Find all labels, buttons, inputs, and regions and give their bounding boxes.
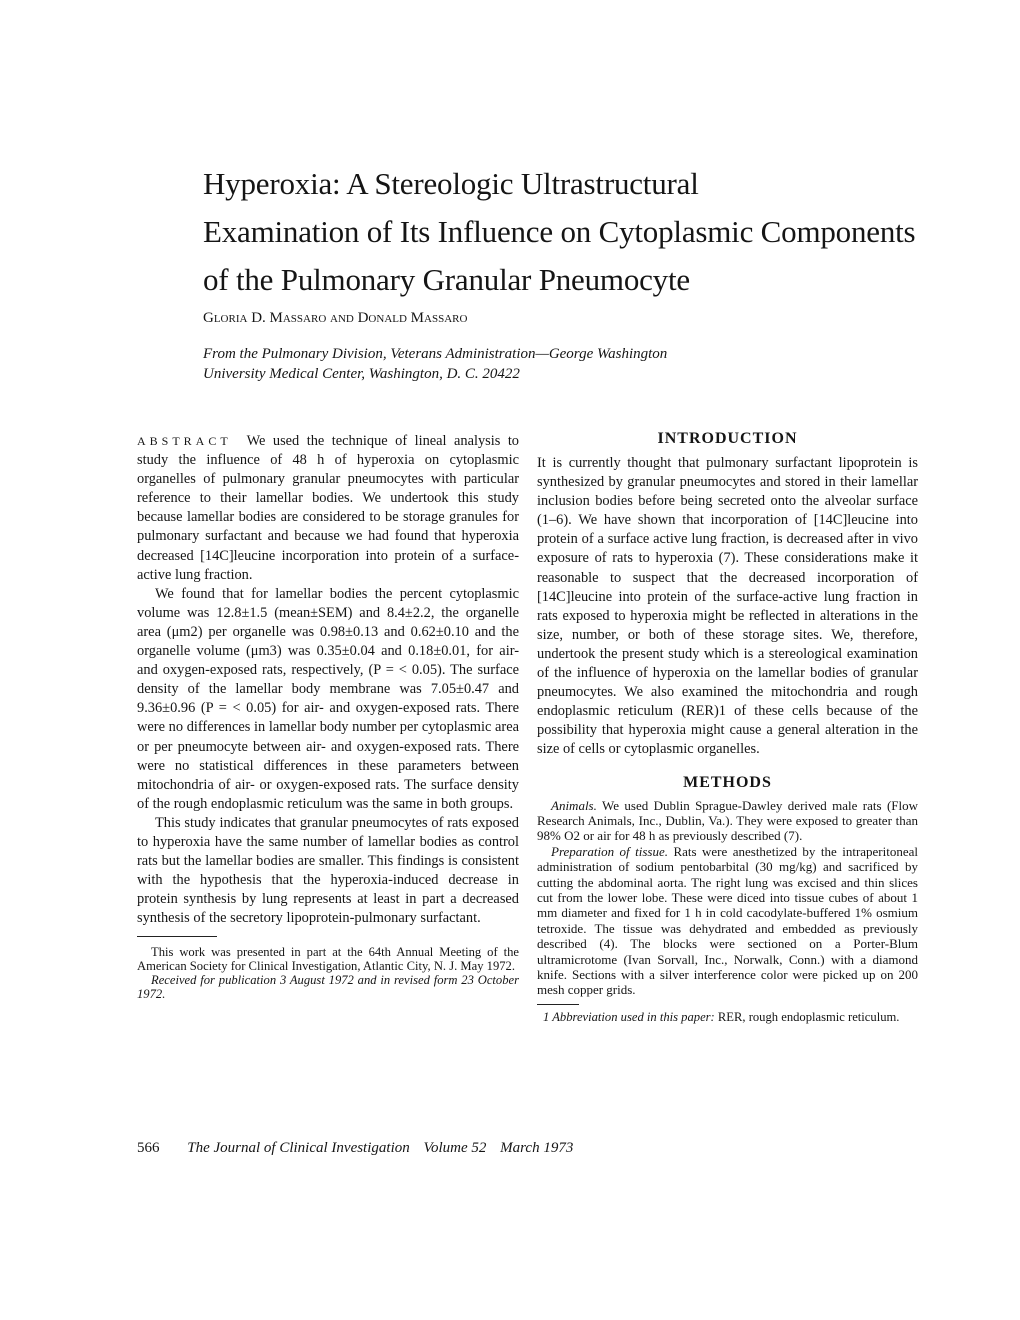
- title-line: Hyperoxia: A Stereologic Ultrastructural: [203, 166, 699, 201]
- methods-heading: METHODS: [683, 773, 772, 791]
- left-column: [137, 432, 519, 1001]
- page-number: 566: [137, 1140, 160, 1156]
- journal-date: March 1973: [500, 1140, 574, 1156]
- running-footer: [137, 1140, 573, 1157]
- title-line: of the Pulmonary Granular Pneumocyte: [203, 262, 690, 297]
- journal-name: The Journal of Clinical Investigation: [187, 1140, 410, 1156]
- methods-section: [537, 798, 918, 998]
- footnote-abbreviation: [537, 1010, 918, 1024]
- author-list: Gloria D. Massaro and Donald Massaro: [203, 310, 468, 326]
- footnote-presented: This work was presented in part at the 64th Annual Meeting of the American Society for Clinical Investigation, Atlantic City, N. J. May 1972.: [137, 945, 519, 974]
- methods-preparation-text: Rats were anesthetized by the intraperitoneal administration of sodium pentobarbital (30 mg/kg) and sacrificed by cutting the abdominal aorta. The right lung was excised and thin slices cut from the lower lobe. These were diced into tissue cubes of about 1 mm diameter and fixed for 1 h in cold cacodylate-buffered 1% osmium tetroxide. The tissue was dehydrated and embedded as previously described (4). The blocks were sectioned on a Porter-Blum ultramicrotome (Ivan Sorvall, Inc., Norwalk, Conn.) with a diamond knife. Sections with a silver interference color were picked up on 200 mesh copper grids.: [537, 843, 919, 998]
- article-title: [203, 160, 923, 304]
- footnote-left: [137, 945, 519, 1001]
- abstract-text: We used the technique of lineal analysis to study the influence of 48 h of hyperoxia on cytoplasmic organelles of pulmonary granular pneumocytes with particular reference to their lamellar bodies. We undertook this study because lamellar bodies are considered to be storage granules for pulmonary surfactant and because we had found that hyperoxia decreased [14C]leucine incorporation into protein of a surface-active lung fraction.: [137, 433, 520, 583]
- methods-animals-text: We used Dublin Sprague-Dawley derived male rats (Flow Research Animals, Inc., Dublin, Va.). They were exposed to greater than 98% O2 or air for 48 h as previously described (7).: [537, 797, 918, 844]
- footnote-divider: [537, 1004, 579, 1005]
- footnote-divider: [137, 936, 217, 937]
- footnote-label: 1 Abbreviation used in this paper:: [543, 1009, 715, 1024]
- affiliation-line: From the Pulmonary Division, Veterans Administration—George Washington: [203, 346, 668, 362]
- title-line: Examination of Its Influence on Cytoplasmic Components: [203, 214, 916, 249]
- affiliation-line: University Medical Center, Washington, D. C. 20422: [203, 366, 520, 382]
- methods-animals: [537, 798, 918, 844]
- abstract-paragraph: [137, 432, 519, 585]
- footnote-right: [537, 1010, 918, 1024]
- abstract-label: ABSTRACT: [137, 434, 232, 448]
- right-column: [537, 430, 918, 1024]
- introduction-heading: INTRODUCTION: [657, 430, 798, 447]
- methods-subhead: Preparation of tissue.: [551, 843, 668, 859]
- abstract-paragraph: We found that for lamellar bodies the percent cytoplasmic volume was 12.8±1.5 (mean±SEM) and 8.4±2.2, the organelle area (μm2) per organelle was 0.98±0.13 and 0.62±0.10 and the organelle volume (μm3) was 0.35±0.04 and 0.18±0.01, for air- and oxygen-exposed rats, respectively, (P = < 0.05). The surface density of the lamellar body membrane was 7.05±0.47 and 9.36±0.96 (P = < 0.05) for air- and oxygen-exposed rats. There were no differences in lamellar body number per cytoplasmic area or per pneumocyte between air- and oxygen-exposed rats. There were no statistical differences in these parameters between mitochondria of air- or oxygen-exposed rats. The surface density of the rough endoplasmic reticulum was the same in both groups.: [137, 585, 519, 812]
- affiliation: [203, 344, 803, 384]
- footnote-text: RER, rough endoplasmic reticulum.: [717, 1009, 900, 1024]
- methods-preparation: [537, 844, 918, 998]
- methods-subhead: Animals.: [551, 797, 597, 813]
- introduction-text: It is currently thought that pulmonary surfactant lipoprotein is synthesized by granular pneumocytes and stored in their lamellar inclusion bodies before being secreted onto the alveolar surface (1–6). We have shown that incorporation of [14C]leucine into protein of a surface active lung fraction, is decreased after in vivo exposure of rats to hyperoxia (7). These considerations make it reasonable to suspect that the decreased incorporation of [14C]leucine into protein of the surface-active lung fraction in rats exposed to hyperoxia might be reflected in alterations in the size, number, or both of these storage sites. We, therefore, undertook the present study which is a stereological examination of the influence of hyperoxia on the lamellar bodies of granular pneumocytes. We also examined the mitochondria and rough endoplasmic reticulum (RER)1 of these cells because of the possibility that hyperoxia might cause a general alteration in the size of cells or cytoplasmic organelles.: [537, 455, 918, 758]
- abstract-paragraph: This study indicates that granular pneumocytes of rats exposed to hyperoxia have the same number of lamellar bodies as control rats but the lamellar bodies are smaller. This findings is consistent with the hypothesis that the hyperoxia-induced decrease in protein synthesis by lung represents at least in part a decreased synthesis of the secretory lipoprotein-pulmonary surfactant.: [137, 814, 519, 927]
- journal-volume: Volume 52: [423, 1140, 487, 1156]
- footnote-received: Received for publication 3 August 1972 and in revised form 23 October 1972.: [137, 973, 519, 1002]
